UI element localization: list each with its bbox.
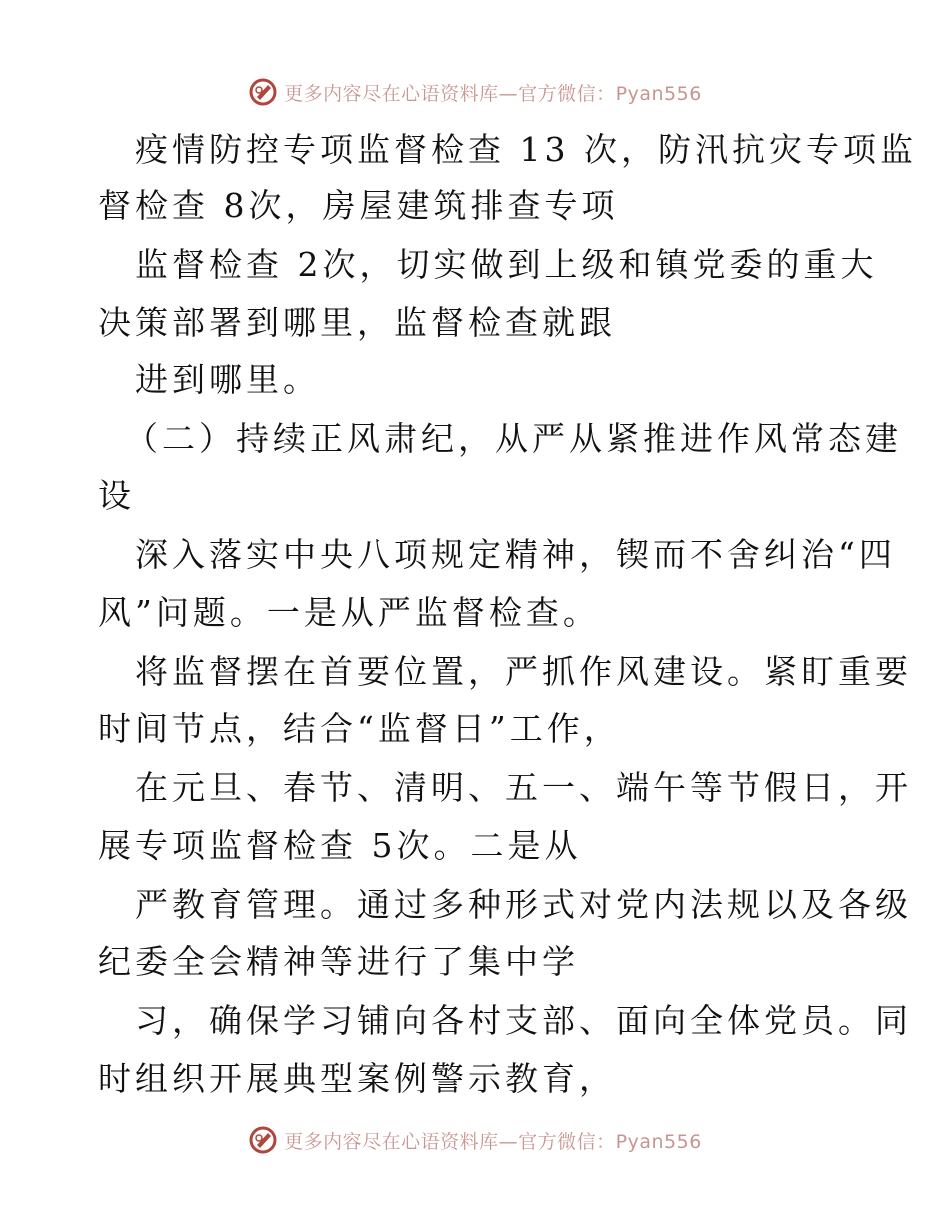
text-line: 将监督摆在首要位置，严抓作风建设。紧盯重要: [135, 652, 912, 691]
text-line: 监督检查 2次，切实做到上级和镇党委的重大: [135, 245, 878, 284]
header-watermark: [0, 72, 950, 112]
logo-icon: [248, 1125, 278, 1155]
text-line: 深入落实中央八项规定精神，锲而不舍纠治“四: [135, 535, 896, 574]
text-line: 在元旦、春节、清明、五一、端午等节假日，开: [135, 768, 912, 807]
text-line: 展专项监督检查 5次。二是从: [98, 826, 582, 865]
watermark-text: 更多内容尽在心语资料库—官方微信：Pyan556: [284, 82, 702, 105]
footer-watermark: [0, 1120, 950, 1160]
text-line: 风”问题。一是从严监督检查。: [98, 593, 600, 632]
text-line: 进到哪里。: [135, 360, 320, 399]
text-line: 严教育管理。通过多种形式对党内法规以及各级: [135, 885, 912, 924]
logo-icon: [248, 77, 278, 107]
text-line: 时间节点，结合“监督日”工作，: [98, 709, 621, 748]
watermark-text: 更多内容尽在心语资料库—官方微信：Pyan556: [284, 1130, 702, 1153]
text-line: 习，确保学习铺向各村支部、面向全体党员。同: [135, 1001, 912, 1040]
section-heading: （二）持续正风肃纪，从严从紧推进作风常态建: [125, 419, 902, 458]
text-line: 决策部署到哪里，监督检查就跟: [98, 303, 616, 342]
text-line: 时组织开展典型案例警示教育，: [98, 1059, 616, 1098]
text-line: 疫情防控专项监督检查 13 次，防汛抗灾专项监: [135, 130, 917, 169]
text-line: 督检查 8次，房屋建筑排查专项: [98, 186, 619, 225]
text-line: 纪委全会精神等进行了集中学: [98, 942, 579, 981]
section-heading-cont: 设: [98, 476, 135, 515]
